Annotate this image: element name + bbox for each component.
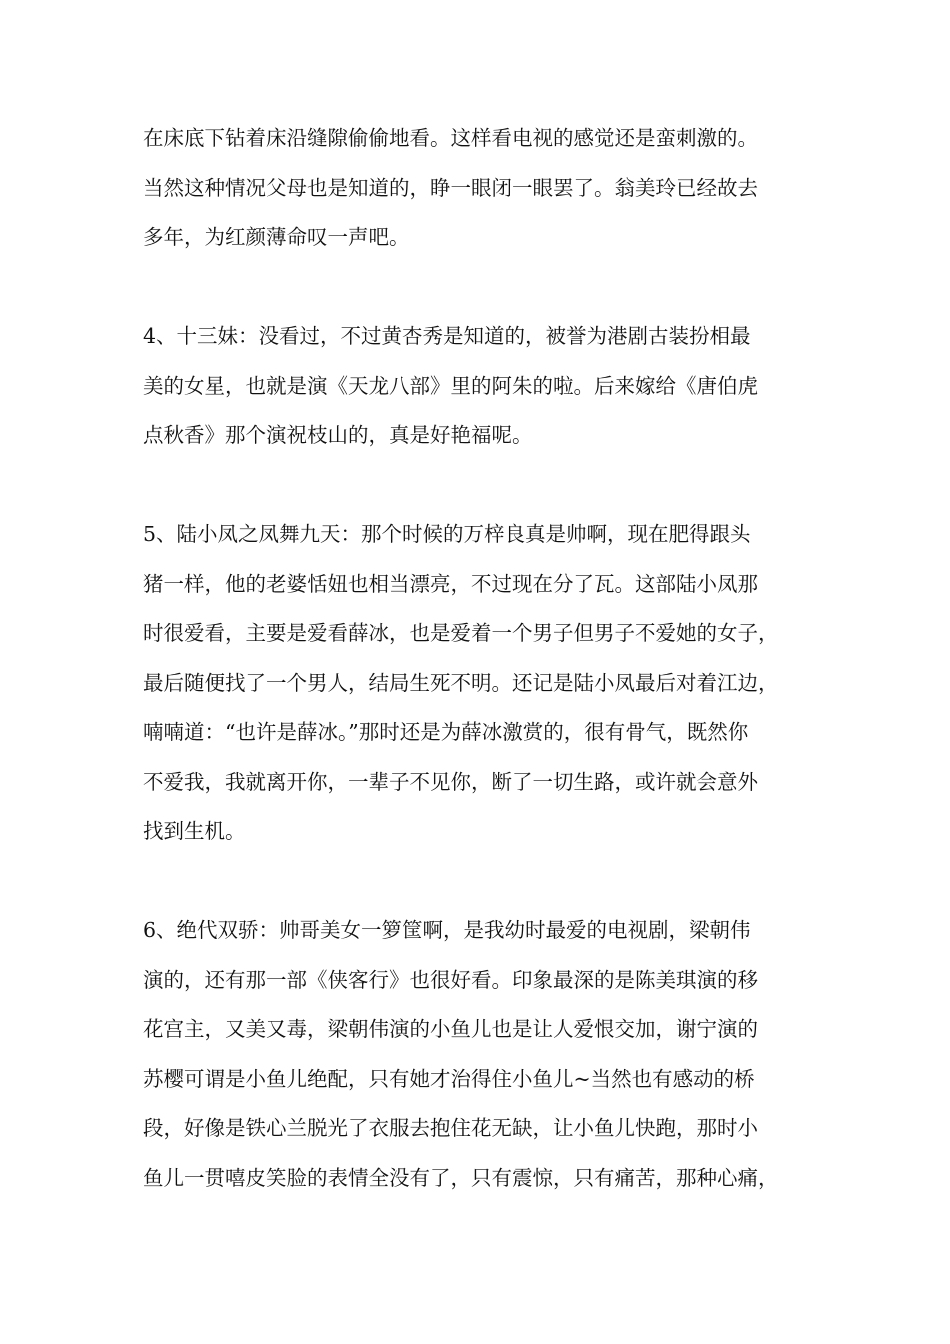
text-line: 多年，为红颜薄命叹一声吧。 <box>143 225 410 249</box>
text-line: 4、十三妹：没看过，不过黄杏秀是知道的，被誉为港剧古装扮相最 <box>143 324 751 348</box>
text-line: 时很爱看，主要是爱看薛冰，也是爱着一个男子但男子不爱她的女子， <box>143 621 779 645</box>
paragraph-spacer <box>143 857 809 907</box>
paragraph-item-6 <box>143 906 809 1203</box>
text-line: 6、绝代双骄：帅哥美女一箩筐啊，是我幼时最爱的电视剧，梁朝伟 <box>143 918 751 942</box>
text-line: 段，好像是铁心兰脱光了衣服去抱住花无缺，让小鱼儿快跑，那时小 <box>143 1116 758 1140</box>
text-line: 美的女星，也就是演《天龙八部》里的阿朱的啦。后来嫁给《唐伯虎 <box>143 373 758 398</box>
text-line: 当然这种情况父母也是知道的，睁一眼闭一眼罢了。翁美玲已经故去 <box>143 175 758 200</box>
text-line: 点秋香》那个演祝枝山的，真是好艳福呢。 <box>143 423 533 447</box>
text-line: 猪一样，他的老婆恬妞也相当漂亮，不过现在分了瓦。这部陆小凤那 <box>143 571 758 596</box>
text-line: 苏樱可谓是小鱼儿绝配，只有她才治得住小鱼儿~当然也有感动的桥 <box>143 1066 755 1091</box>
paragraph-intro-continued <box>143 114 809 263</box>
text-line: 在床底下钻着床沿缝隙偷偷地看。这样看电视的感觉还是蛮刺激的。 <box>143 126 758 150</box>
text-line: 演的，还有那一部《侠客行》也很好看。印象最深的是陈美琪演的移 <box>143 967 758 992</box>
paragraph-spacer <box>143 263 809 313</box>
text-line: 5、陆小凤之凤舞九天：那个时候的万梓良真是帅啊，现在肥得跟头 <box>143 522 751 546</box>
paragraph-item-4 <box>143 312 809 461</box>
paragraph-item-5 <box>143 510 809 857</box>
paragraph-spacer <box>143 461 809 511</box>
text-line: 鱼儿一贯嘻皮笑脸的表情全没有了，只有震惊，只有痛苦，那种心痛， <box>143 1165 779 1190</box>
text-line: 喃喃道：“也许是薛冰。”那时还是为薛冰激赏的，很有骨气，既然你 <box>143 720 749 744</box>
text-line: 花宫主，又美又毒，梁朝伟演的小鱼儿也是让人爱恨交加，谢宁演的 <box>143 1017 758 1041</box>
text-line: 最后随便找了一个男人，结局生死不明。还记是陆小凤最后对着江边， <box>143 670 779 695</box>
document-body <box>143 114 809 1203</box>
text-line: 不爱我，我就离开你，一辈子不见你，断了一切生路，或许就会意外 <box>143 769 758 794</box>
text-line: 找到生机。 <box>143 819 246 843</box>
